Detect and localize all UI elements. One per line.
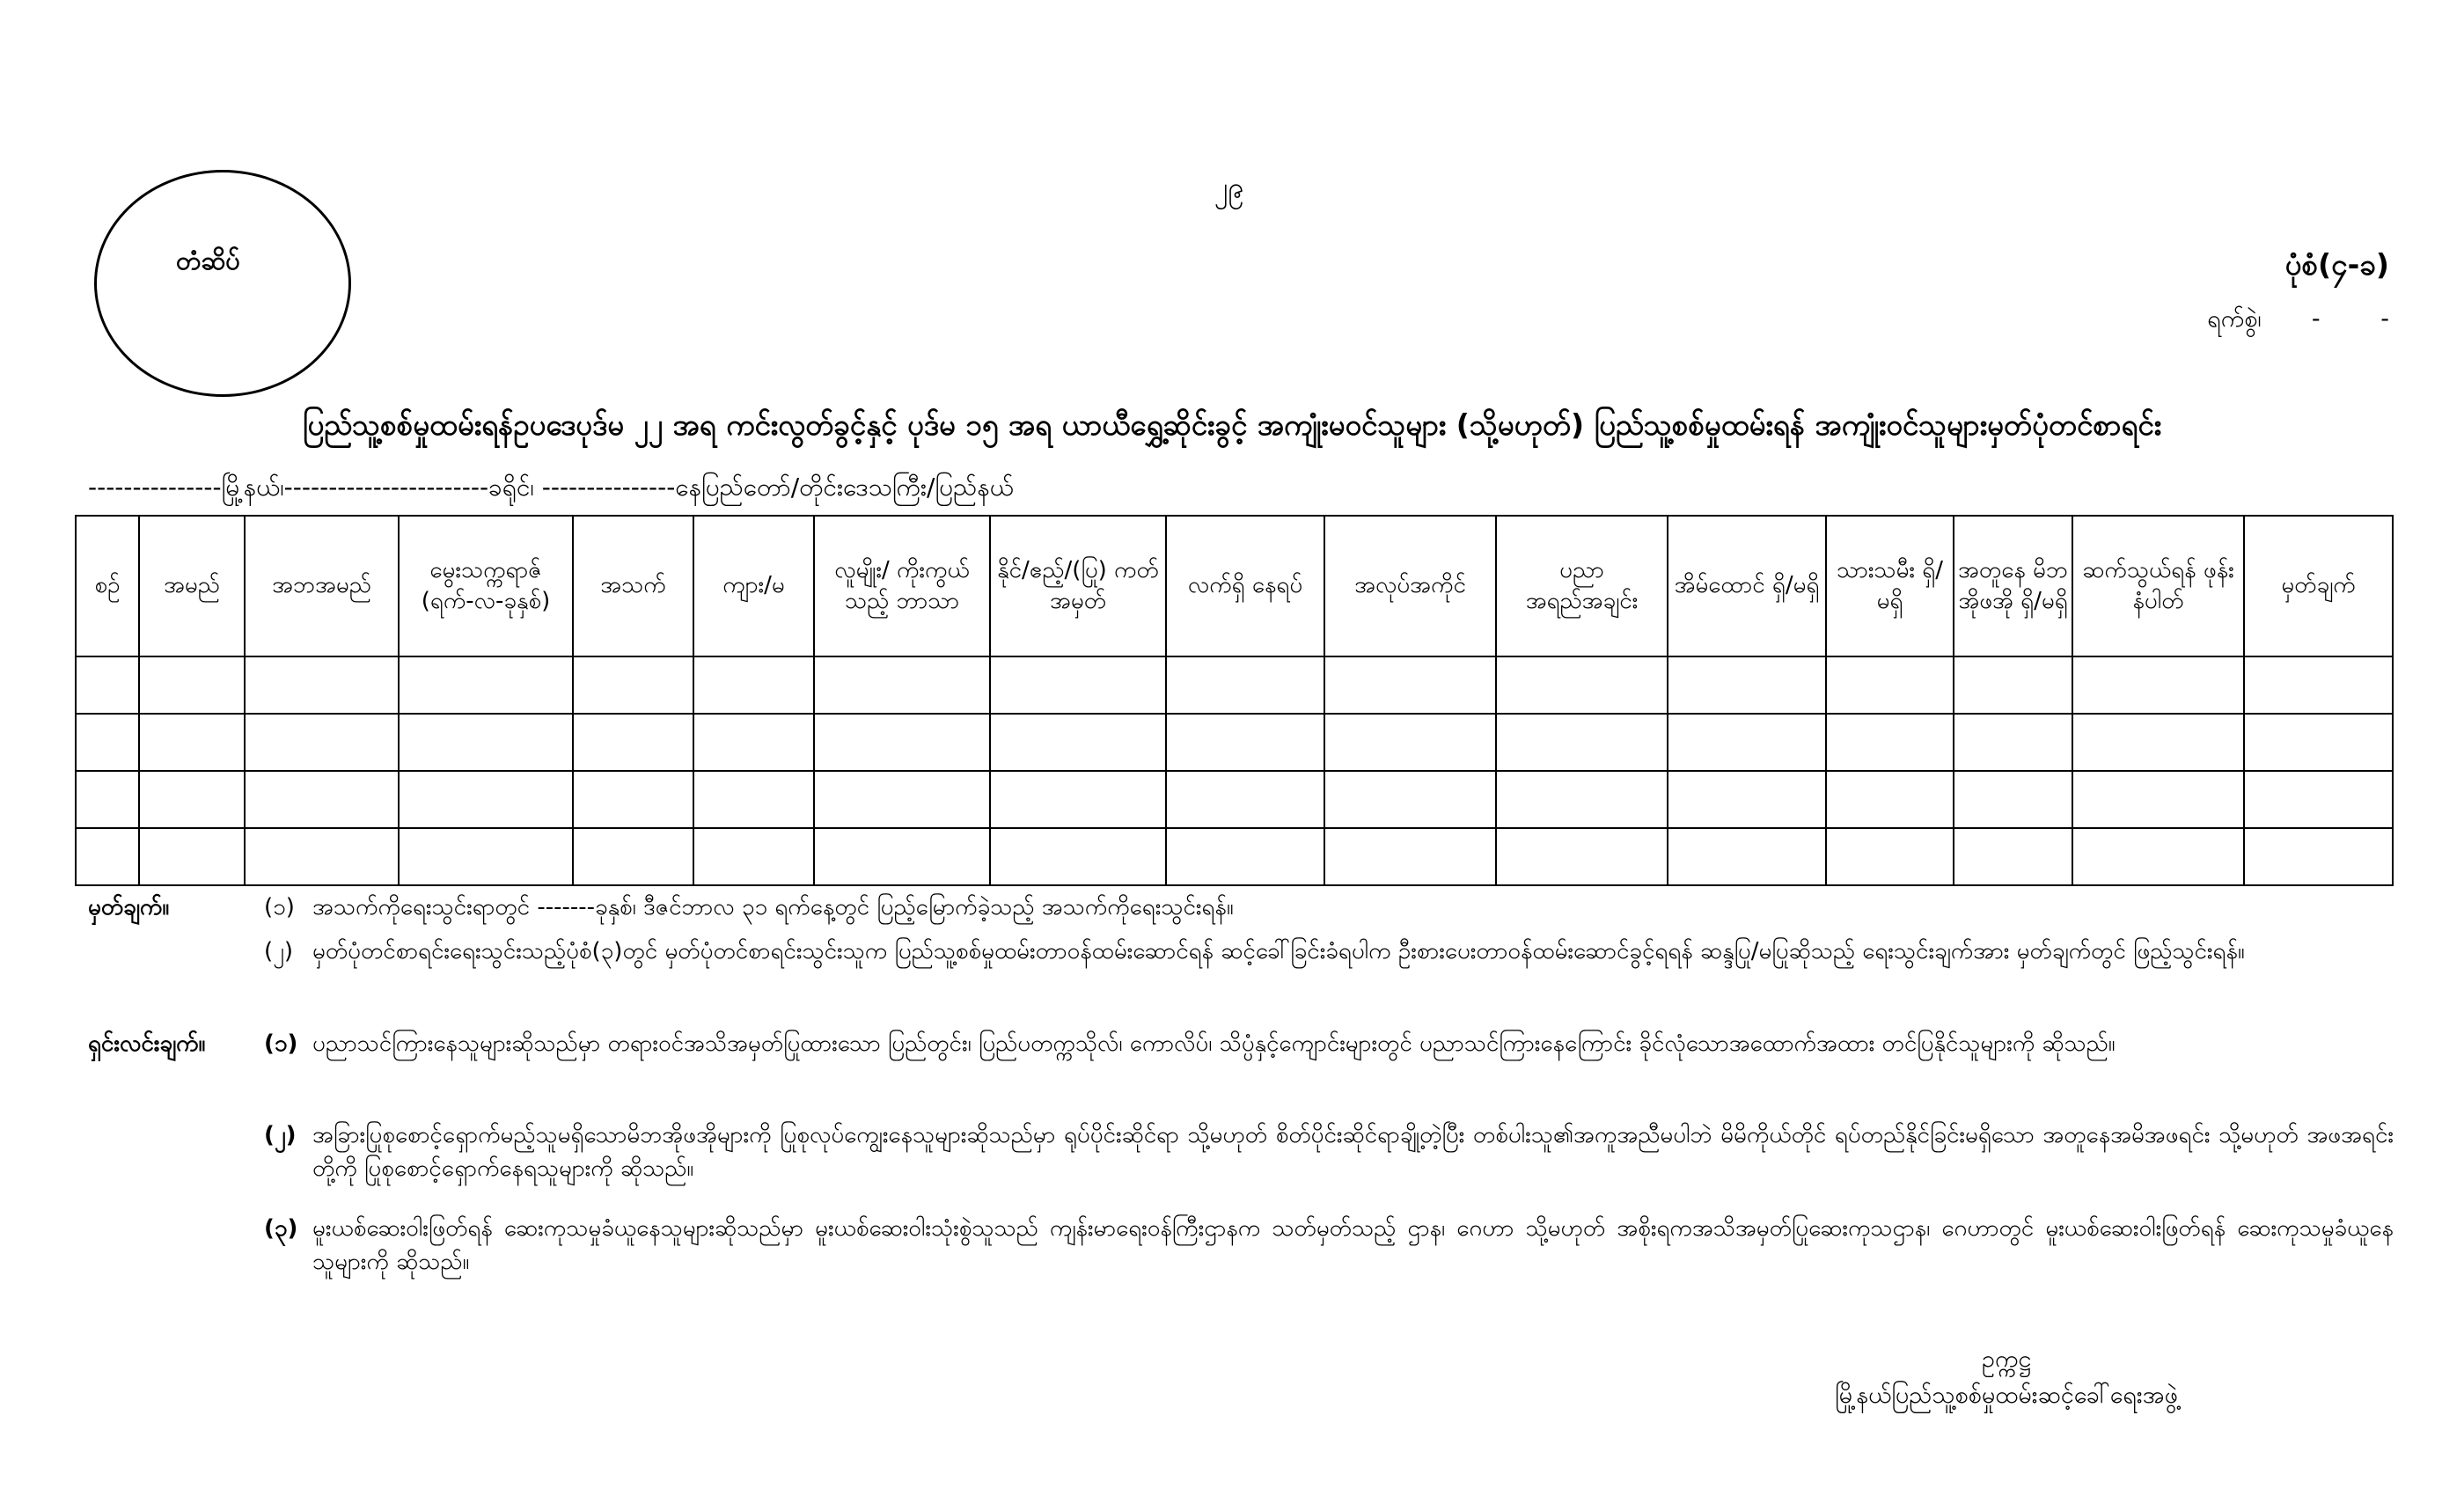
table-cell bbox=[1166, 828, 1324, 885]
table-cell bbox=[573, 771, 693, 828]
form-title: ပြည်သူ့စစ်မှုထမ်းရန်ဥပဒေပုဒ်မ ၂၂ အရ ကင်းလွတ်ခွင့်နှင့် ပုဒ်မ ၁၅ အရ ယာယီရွှေ့ဆိုင်းခွင့် အကျုံးမဝင်သူများ (သို့မဟုတ်) ပြည်သူ့စစ်မှုထမ်းရန် အကျုံးဝင်သူများမှတ်ပုံတင်စာရင်း bbox=[302, 407, 2162, 442]
table-cell bbox=[2072, 828, 2244, 885]
table-cell bbox=[693, 828, 814, 885]
table-cell bbox=[1324, 828, 1496, 885]
table-cell bbox=[990, 828, 1166, 885]
table-header-cell: အမည် bbox=[139, 516, 245, 656]
date-line bbox=[2207, 304, 2389, 339]
table-cell bbox=[245, 771, 399, 828]
table-header-cell: ကျား/မ bbox=[693, 516, 814, 656]
table-cell bbox=[1496, 714, 1668, 771]
table-cell bbox=[1496, 828, 1668, 885]
table-cell bbox=[1954, 656, 2072, 714]
date-value: - - bbox=[2311, 305, 2389, 333]
explanation-number: (၃) bbox=[264, 1215, 298, 1242]
table-cell bbox=[2244, 656, 2393, 714]
remark-item bbox=[88, 935, 2394, 969]
page-number: ၂၉ bbox=[1214, 171, 1244, 204]
table-cell bbox=[245, 714, 399, 771]
table-cell bbox=[399, 656, 573, 714]
table-cell bbox=[990, 656, 1166, 714]
explanation-item bbox=[88, 1119, 2394, 1185]
table-cell bbox=[814, 771, 990, 828]
remark-number: (၂) bbox=[264, 938, 294, 964]
table-cell bbox=[139, 656, 245, 714]
explanation-number: (၂) bbox=[264, 1122, 297, 1148]
signature-title: ဥက္ကဋ္ဌ bbox=[1981, 1346, 2032, 1373]
table-header-cell: မွေးသက္ကရာဇ် (ရက်-လ-ခုနှစ်) bbox=[399, 516, 573, 656]
table-cell bbox=[1668, 828, 1826, 885]
table-cell bbox=[693, 714, 814, 771]
table-row bbox=[76, 771, 2393, 828]
explanations-label: ရှင်းလင်းချက်။ bbox=[88, 1030, 206, 1057]
table-row bbox=[76, 828, 2393, 885]
remark-text: အသက်ကိုရေးသွင်းရာတွင် -------ခုနှစ်၊ ဒီဇင်ဘာလ ၃၁ ရက်နေ့တွင် ပြည့်မြောက်ခဲ့သည့် အသက်ကိုရေးသွင်းရန်။ bbox=[312, 894, 1234, 920]
table-header-cell: စဉ် bbox=[76, 516, 139, 656]
table-header-cell: အတူနေ မိဘအိုဖအို ရှိ/မရှိ bbox=[1954, 516, 2072, 656]
signature-block bbox=[1760, 1342, 2253, 1413]
remark-number: (၁) bbox=[264, 894, 295, 920]
table-cell bbox=[2244, 828, 2393, 885]
table-cell bbox=[1954, 771, 2072, 828]
table-cell bbox=[399, 714, 573, 771]
explanation-number: (၁) bbox=[264, 1030, 298, 1057]
explanation-item bbox=[88, 1028, 2394, 1061]
table-cell bbox=[1324, 771, 1496, 828]
seal-circle bbox=[94, 170, 351, 397]
table-cell bbox=[1324, 714, 1496, 771]
table-cell bbox=[814, 828, 990, 885]
table-cell bbox=[76, 828, 139, 885]
table-cell bbox=[1826, 828, 1954, 885]
table-cell bbox=[399, 828, 573, 885]
table-cell bbox=[1826, 714, 1954, 771]
table-cell bbox=[1166, 656, 1324, 714]
table-cell bbox=[1324, 656, 1496, 714]
table-cell bbox=[245, 656, 399, 714]
table-cell bbox=[573, 714, 693, 771]
table-header-cell: အိမ်ထောင် ရှိ/မရှိ bbox=[1668, 516, 1826, 656]
remark-text: မှတ်ပုံတင်စာရင်းရေးသွင်းသည့်ပုံစံ(၃)တွင် မှတ်ပုံတင်စာရင်းသွင်းသူက ပြည်သူ့စစ်မှုထမ်းတာဝန်ထမ်းဆောင်ရန် ဆင့်ခေါ်ခြင်းခံရပါက ဦးစားပေးတာဝန်ထမ်းဆောင်ခွင့်ရရန် ဆန္ဒပြု/မပြုဆိုသည့် ရေးသွင်းချက်အား မှတ်ချက်တွင် ဖြည့်သွင်းရန်။ bbox=[312, 938, 2245, 964]
table-header-cell: သားသမီး ရှိ/မရှိ bbox=[1826, 516, 1954, 656]
table-cell bbox=[2244, 771, 2393, 828]
table-cell bbox=[1166, 771, 1324, 828]
signature-organization: မြို့နယ်ပြည်သူ့စစ်မှုထမ်းဆင့်ခေါ်ရေးအဖွဲ့ bbox=[1835, 1381, 2178, 1409]
table-cell bbox=[76, 656, 139, 714]
explanation-text: မူးယစ်ဆေးဝါးဖြတ်ရန် ဆေးကုသမှုခံယူနေသူများဆိုသည်မှာ မူးယစ်ဆေးဝါးသုံးစွဲသူသည် ကျန်းမာရေးဝန်ကြီးဌာနက သတ်မှတ်သည့် ဌာန၊ ဂေဟာ သို့မဟုတ် အစိုးရကအသိအမှတ်ပြုဆေးကုသဌာန၊ ဂေဟာတွင် မူးယစ်ဆေးဝါးဖြတ်ရန် ဆေးကုသမှုခံယူနေသူများကို ဆိုသည်။ bbox=[312, 1215, 2394, 1275]
table-cell bbox=[139, 771, 245, 828]
table-cell bbox=[139, 828, 245, 885]
table-cell bbox=[1826, 771, 1954, 828]
table-cell bbox=[814, 656, 990, 714]
table-cell bbox=[1954, 714, 2072, 771]
table-cell bbox=[693, 771, 814, 828]
table-cell bbox=[990, 771, 1166, 828]
table-cell bbox=[2072, 656, 2244, 714]
table-cell bbox=[399, 771, 573, 828]
table-header-cell: မှတ်ချက် bbox=[2244, 516, 2393, 656]
table-cell bbox=[573, 828, 693, 885]
table-header-row bbox=[76, 516, 2393, 656]
table-cell bbox=[1954, 828, 2072, 885]
table-header-cell: ဆက်သွယ်ရန် ဖုန်းနံပါတ် bbox=[2072, 516, 2244, 656]
table-header-cell: ပညာ အရည်အချင်း bbox=[1496, 516, 1668, 656]
table-cell bbox=[245, 828, 399, 885]
table-row bbox=[76, 714, 2393, 771]
table-header-cell: အလုပ်အကိုင် bbox=[1324, 516, 1496, 656]
table-header-cell: လူမျိုး/ ကိုးကွယ်သည့် ဘာသာ bbox=[814, 516, 990, 656]
explanation-text: အခြားပြုစုစောင့်ရှောက်မည့်သူမရှိသောမိဘအိုဖအိုများကို ပြုစုလုပ်ကျွေးနေသူများဆိုသည်မှာ ရုပ်ပိုင်းဆိုင်ရာ သို့မဟုတ် စိတ်ပိုင်းဆိုင်ရာချို့တဲ့ပြီး တစ်ပါးသူ၏အကူအညီမပါဘဲ မိမိကိုယ်တိုင် ရပ်တည်နိုင်ခြင်းမရှိသော အတူနေအမိအဖရင်း သို့မဟုတ် အဖအရင်းတို့ကို ပြုစုစောင့်ရှောက်နေရသူများကို ဆိုသည်။ bbox=[312, 1122, 2394, 1182]
table-cell bbox=[76, 771, 139, 828]
table-cell bbox=[76, 714, 139, 771]
table-cell bbox=[693, 656, 814, 714]
table-cell bbox=[1668, 656, 1826, 714]
table-cell bbox=[814, 714, 990, 771]
table-cell bbox=[1826, 656, 1954, 714]
remarks-label: မှတ်ချက်။ bbox=[88, 894, 170, 920]
table-row bbox=[76, 656, 2393, 714]
table-cell bbox=[2072, 771, 2244, 828]
explanation-text: ပညာသင်ကြားနေသူများဆိုသည်မှာ တရားဝင်အသိအမှတ်ပြုထားသော ပြည်တွင်း၊ ပြည်ပတက္ကသိုလ်၊ ကောလိပ်၊ သိပ္ပံနှင့်ကျောင်းများတွင် ပညာသင်ကြားနေကြောင်း ခိုင်လုံသောအထောက်အထား တင်ပြနိုင်သူများကို ဆိုသည်။ bbox=[312, 1030, 2116, 1057]
table-cell bbox=[1166, 714, 1324, 771]
remark-item bbox=[88, 891, 2394, 925]
table-cell bbox=[2244, 714, 2393, 771]
register-table bbox=[75, 515, 2394, 886]
table-header-cell: နိုင်/ဧည့်/(ပြု) ကတ်အမှတ် bbox=[990, 516, 1166, 656]
seal-label: တံဆိပ် bbox=[176, 246, 240, 275]
table-cell bbox=[1496, 656, 1668, 714]
location-line: ---------------မြို့နယ်၊-----------------------ခရိုင်၊ ---------------နေပြည်တော်/တိုင်းဒေသကြီး/ပြည်နယ် bbox=[88, 473, 1014, 502]
table-cell bbox=[1496, 771, 1668, 828]
table-cell bbox=[573, 656, 693, 714]
table-cell bbox=[990, 714, 1166, 771]
table-header-cell: အဘအမည် bbox=[245, 516, 399, 656]
date-label: ရက်စွဲ၊ bbox=[2207, 305, 2262, 333]
table-cell bbox=[1668, 714, 1826, 771]
table-cell bbox=[1668, 771, 1826, 828]
table-header-cell: အသက် bbox=[573, 516, 693, 656]
explanation-item bbox=[88, 1213, 2394, 1279]
table-cell bbox=[2072, 714, 2244, 771]
table-header-cell: လက်ရှိ နေရပ် bbox=[1166, 516, 1324, 656]
table-cell bbox=[139, 714, 245, 771]
form-number: ပုံစံ(၄-ခ) bbox=[2284, 247, 2389, 282]
